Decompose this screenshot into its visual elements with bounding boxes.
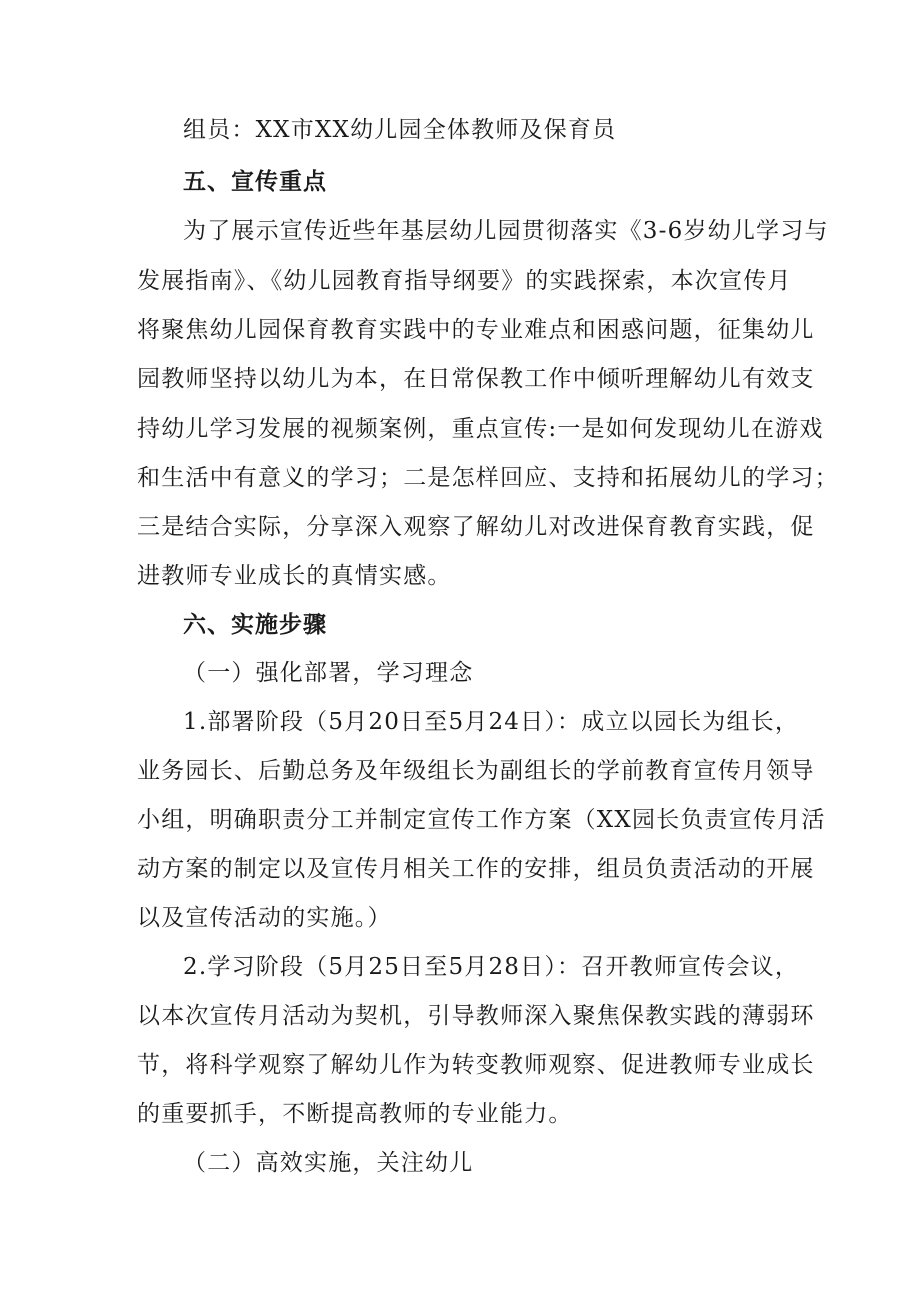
- step-one-line-1: 1.部署阶段（5月20日至5月24日）：成立以园长为组长，: [183, 709, 800, 735]
- step-one-line-2: 业务园长、后勤总务及年级组长为副组长的学前教育宣传月领导: [137, 758, 815, 784]
- section-five-heading: 五、宣传重点: [183, 169, 327, 195]
- step-two-line-3: 节，将科学观察了解幼儿作为转变教师观察、促进教师专业成长: [137, 1052, 815, 1078]
- step-two-line-1: 2.学习阶段（5月25日至5月28日）：召开教师宣传会议，: [183, 954, 800, 980]
- step-two-line-2: 以本次宣传月活动为契机，引导教师深入聚焦保教实践的薄弱环: [137, 1003, 815, 1029]
- subsection-two-heading: （二）高效实施，关注幼儿: [183, 1150, 474, 1176]
- subsection-one-heading: （一）强化部署，学习理念: [183, 660, 474, 686]
- step-one-line-4: 动方案的制定以及宣传月相关工作的安排，组员负责活动的开展: [137, 856, 815, 882]
- section-five-line-2: 发展指南》、《幼儿园教育指导纲要》的实践探索，本次宣传月: [137, 268, 792, 294]
- step-one-line-3: 小组，明确职责分工并制定宣传工作方案（XX园长负责宣传月活: [137, 807, 826, 833]
- section-six-heading: 六、实施步骤: [183, 612, 327, 638]
- section-five-line-4: 园教师坚持以幼儿为本，在日常保教工作中倾听理解幼儿有效支: [137, 366, 815, 392]
- section-five-line-1: 为了展示宣传近些年基层幼儿园贯彻落实《3-6岁幼儿学习与: [183, 218, 829, 244]
- members-line: 组员：XX市XX幼儿园全体教师及保育员: [183, 117, 617, 143]
- step-two-line-4: 的重要抓手，不断提高教师的专业能力。: [137, 1101, 573, 1127]
- section-five-line-8: 进教师专业成长的真情实感。: [137, 563, 452, 589]
- section-five-line-3: 将聚焦幼儿园保育教育实践中的专业难点和困惑问题，征集幼儿: [137, 317, 815, 343]
- section-five-line-6: 和生活中有意义的学习；二是怎样回应、支持和拓展幼儿的学习；: [137, 465, 839, 491]
- section-five-line-5: 持幼儿学习发展的视频案例，重点宣传:一是如何发现幼儿在游戏: [137, 416, 824, 442]
- step-one-line-5: 以及宣传活动的实施。）: [137, 905, 392, 931]
- section-five-line-7: 三是结合实际，分享深入观察了解幼儿对改进保育教育实践，促: [137, 514, 815, 540]
